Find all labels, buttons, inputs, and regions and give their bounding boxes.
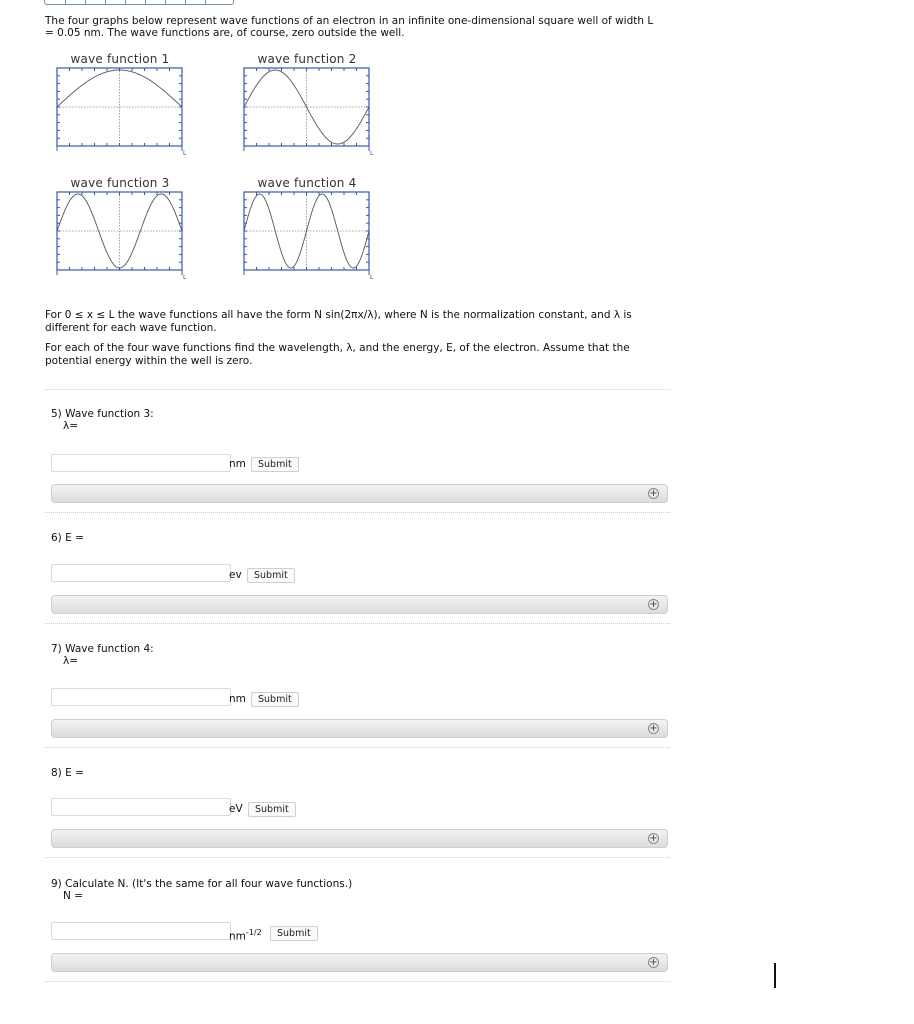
wave-graph-4 xyxy=(242,176,372,280)
task-description: For each of the four wave functions find the wavelength, λ, and the energy, E, of the electron. Assume that the potential energy within the well is zero. xyxy=(45,342,630,367)
graph-label: wave function 4 xyxy=(257,176,357,190)
text-cursor xyxy=(774,963,776,988)
submit-button-9[interactable]: Submit xyxy=(270,926,318,941)
question-text: 8) E = xyxy=(51,767,84,779)
question-9-label xyxy=(51,878,352,902)
hint-bar-7[interactable] xyxy=(51,719,668,738)
question-text: 9) Calculate N. (It's the same for all four wave functions.) xyxy=(51,878,353,890)
question-text: 6) E = xyxy=(51,532,84,544)
wave-plot xyxy=(242,190,372,280)
answer-input-6[interactable] xyxy=(51,564,231,582)
unit-label: nm xyxy=(229,458,246,470)
submit-button-6[interactable]: Submit xyxy=(247,568,295,583)
divider xyxy=(45,857,670,858)
wave-graph-3 xyxy=(55,176,185,280)
hint-bar-5[interactable] xyxy=(51,484,668,503)
graph-label: wave function 1 xyxy=(70,52,170,66)
question-sub: λ= xyxy=(63,420,79,432)
top-nav-strip xyxy=(44,0,234,5)
unit-base: nm xyxy=(229,930,246,943)
unit-label xyxy=(229,927,262,943)
submit-button-7[interactable]: Submit xyxy=(251,692,299,707)
question-8-label xyxy=(51,767,84,779)
question-text: 5) Wave function 3: xyxy=(51,408,154,420)
divider xyxy=(45,747,670,748)
unit-label: ev xyxy=(229,569,242,581)
wave-graph-2 xyxy=(242,52,372,156)
plus-circle-icon[interactable]: + xyxy=(649,833,658,844)
wave-plot xyxy=(55,190,185,280)
divider xyxy=(45,512,670,513)
hint-bar-8[interactable] xyxy=(51,829,668,848)
wave-plot xyxy=(55,66,185,156)
question-6-label xyxy=(51,532,84,544)
submit-button-8[interactable]: Submit xyxy=(248,802,296,817)
divider xyxy=(45,389,670,390)
axis-end-label: L xyxy=(370,150,374,157)
hint-bar-9[interactable] xyxy=(51,953,668,972)
question-7-label xyxy=(51,643,154,667)
question-sub: N = xyxy=(63,890,83,902)
unit-exponent: -1/2 xyxy=(245,928,262,937)
axis-end-label: L xyxy=(370,274,374,281)
question-5-label xyxy=(51,408,154,432)
form-description: For 0 ≤ x ≤ L the wave functions all have the form N sin(2πx/λ), where N is the normalization constant, and λ is different for each wave function. xyxy=(45,309,632,334)
plus-circle-icon[interactable]: + xyxy=(649,957,658,968)
wave-plot xyxy=(242,66,372,156)
divider xyxy=(45,623,670,624)
axis-end-label: L xyxy=(183,274,187,281)
plus-circle-icon[interactable]: + xyxy=(649,723,658,734)
intro-text: The four graphs below represent wave functions of an electron in an infinite one-dimensional square well of width L = 0.05 nm. The wave functions are, of course, zero outside the well. xyxy=(45,15,654,39)
plus-circle-icon[interactable]: + xyxy=(649,488,658,499)
wave-graph-1 xyxy=(55,52,185,156)
unit-label: eV xyxy=(229,803,243,815)
divider xyxy=(45,981,670,982)
question-sub: λ= xyxy=(63,655,79,667)
graph-label: wave function 2 xyxy=(257,52,357,66)
question-text: 7) Wave function 4: xyxy=(51,643,154,655)
answer-input-7[interactable] xyxy=(51,688,231,706)
answer-input-8[interactable] xyxy=(51,798,231,816)
unit-label: nm xyxy=(229,693,246,705)
plus-circle-icon[interactable]: + xyxy=(649,599,658,610)
axis-end-label: L xyxy=(183,150,187,157)
submit-button-5[interactable]: Submit xyxy=(251,457,299,472)
answer-input-5[interactable] xyxy=(51,454,231,472)
graph-label: wave function 3 xyxy=(70,176,170,190)
hint-bar-6[interactable] xyxy=(51,595,668,614)
answer-input-9[interactable] xyxy=(51,922,231,940)
